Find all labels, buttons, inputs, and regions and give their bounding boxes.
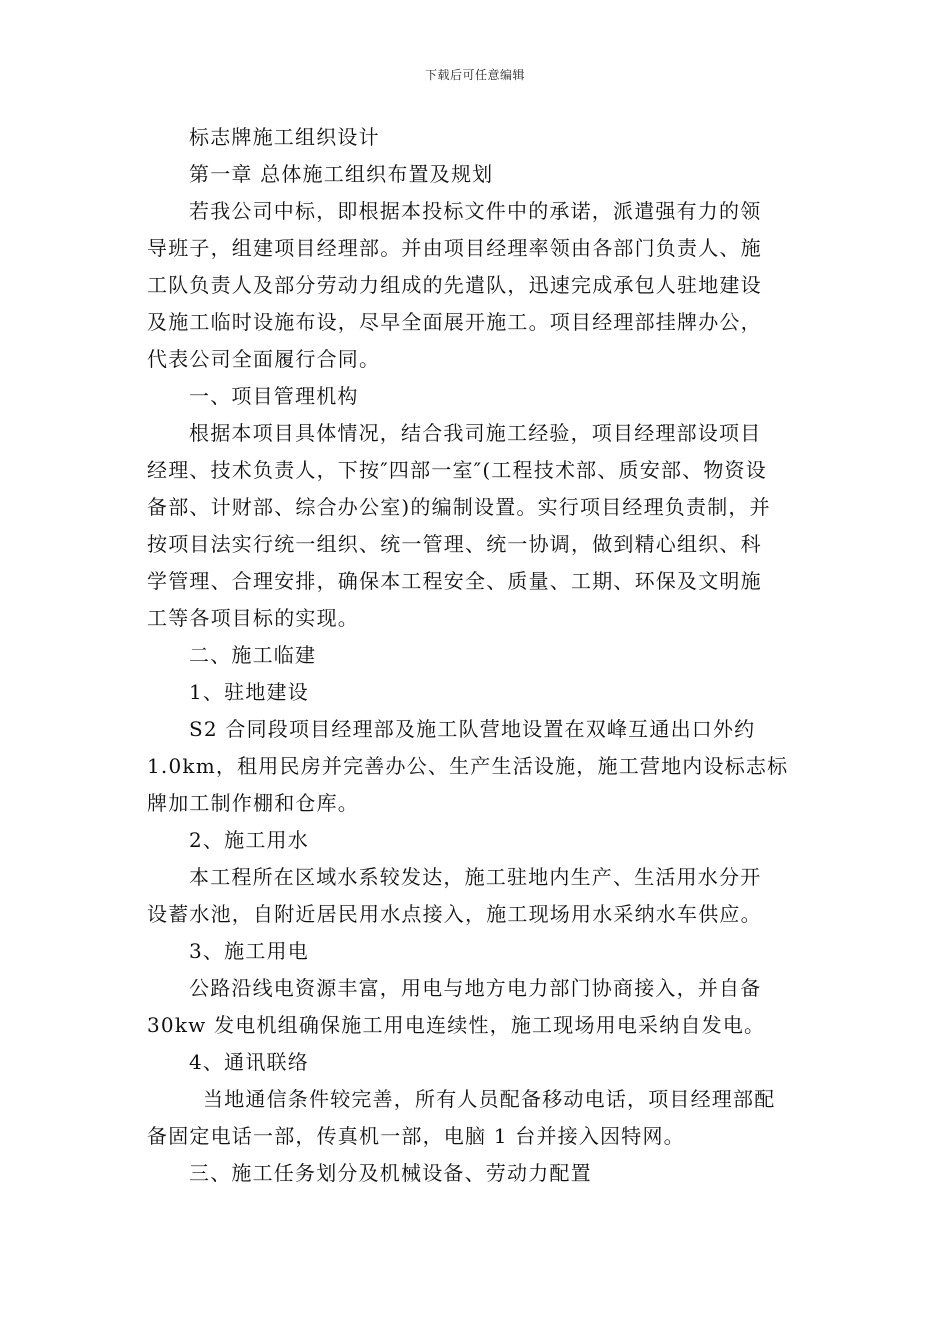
text-line: 4、通讯联络 <box>189 1050 309 1074</box>
text-line: 备部、计财部、综合办公室)的编制设置。实行项目经理负责制，并 <box>147 495 771 519</box>
document-body <box>147 119 807 1192</box>
text-line: 1.0km，租用民房并完善办公、生产生活设施，施工营地内设标志标 <box>147 754 789 778</box>
text-line: 3、施工用电 <box>189 939 309 963</box>
text-line: 标志牌施工组织设计 <box>189 125 380 149</box>
text-line: 一、项目管理机构 <box>189 384 359 408</box>
text-line: 1、驻地建设 <box>189 680 309 704</box>
text-line: 30kw 发电机组确保施工用电连续性，施工现场用电采纳自发电。 <box>147 1013 766 1037</box>
text-line: 工队负责人及部分劳动力组成的先遣队，迅速完成承包人驻地建设 <box>147 273 762 297</box>
text-line: 2、施工用水 <box>189 828 309 852</box>
text-line: 第一章 总体施工组织布置及规划 <box>189 162 494 186</box>
text-line: S2 合同段项目经理部及施工队营地设置在双峰互通出口外约 <box>189 717 756 741</box>
text-line: 按项目法实行统一组织、统一管理、统一协调，做到精心组织、科 <box>147 532 762 556</box>
text-line: 三、施工任务划分及机械设备、劳动力配置 <box>189 1161 592 1185</box>
text-line: 工等各项目标的实现。 <box>147 606 359 630</box>
text-line: 及施工临时设施布设，尽早全面展开施工。项目经理部挂牌办公， <box>147 310 762 334</box>
text-line: 本工程所在区域水系较发达，施工驻地内生产、生活用水分开 <box>189 865 762 889</box>
text-line: 牌加工制作棚和仓库。 <box>147 791 359 815</box>
text-line: 经理、技术负责人，下按″四部一室″(工程技术部、质安部、物资设 <box>147 458 767 482</box>
text-line: 导班子，组建项目经理部。并由项目经理率领由各部门负责人、施 <box>147 236 762 260</box>
text-line: 备固定电话一部，传真机一部，电脑 1 台并接入因特网。 <box>147 1124 685 1148</box>
text-line: 二、施工临建 <box>189 643 317 667</box>
text-line: 学管理、合理安排，确保本工程安全、质量、工期、环保及文明施 <box>147 569 762 593</box>
text-line: 代表公司全面履行合同。 <box>147 347 381 371</box>
text-line: 当地通信条件较完善，所有人员配备移动电话，项目经理部配 <box>203 1087 776 1111</box>
header-note: 下载后可任意编辑 <box>424 68 525 82</box>
text-line: 若我公司中标，即根据本投标文件中的承诺，派遣强有力的领 <box>189 199 762 223</box>
text-line: 设蓄水池，自附近居民用水点接入，施工现场用水采纳水车供应。 <box>147 902 762 926</box>
text-line: 公路沿线电资源丰富，用电与地方电力部门协商接入，并自备 <box>189 976 762 1000</box>
text-line: 根据本项目具体情况，结合我司施工经验，项目经理部设项目 <box>189 421 762 445</box>
